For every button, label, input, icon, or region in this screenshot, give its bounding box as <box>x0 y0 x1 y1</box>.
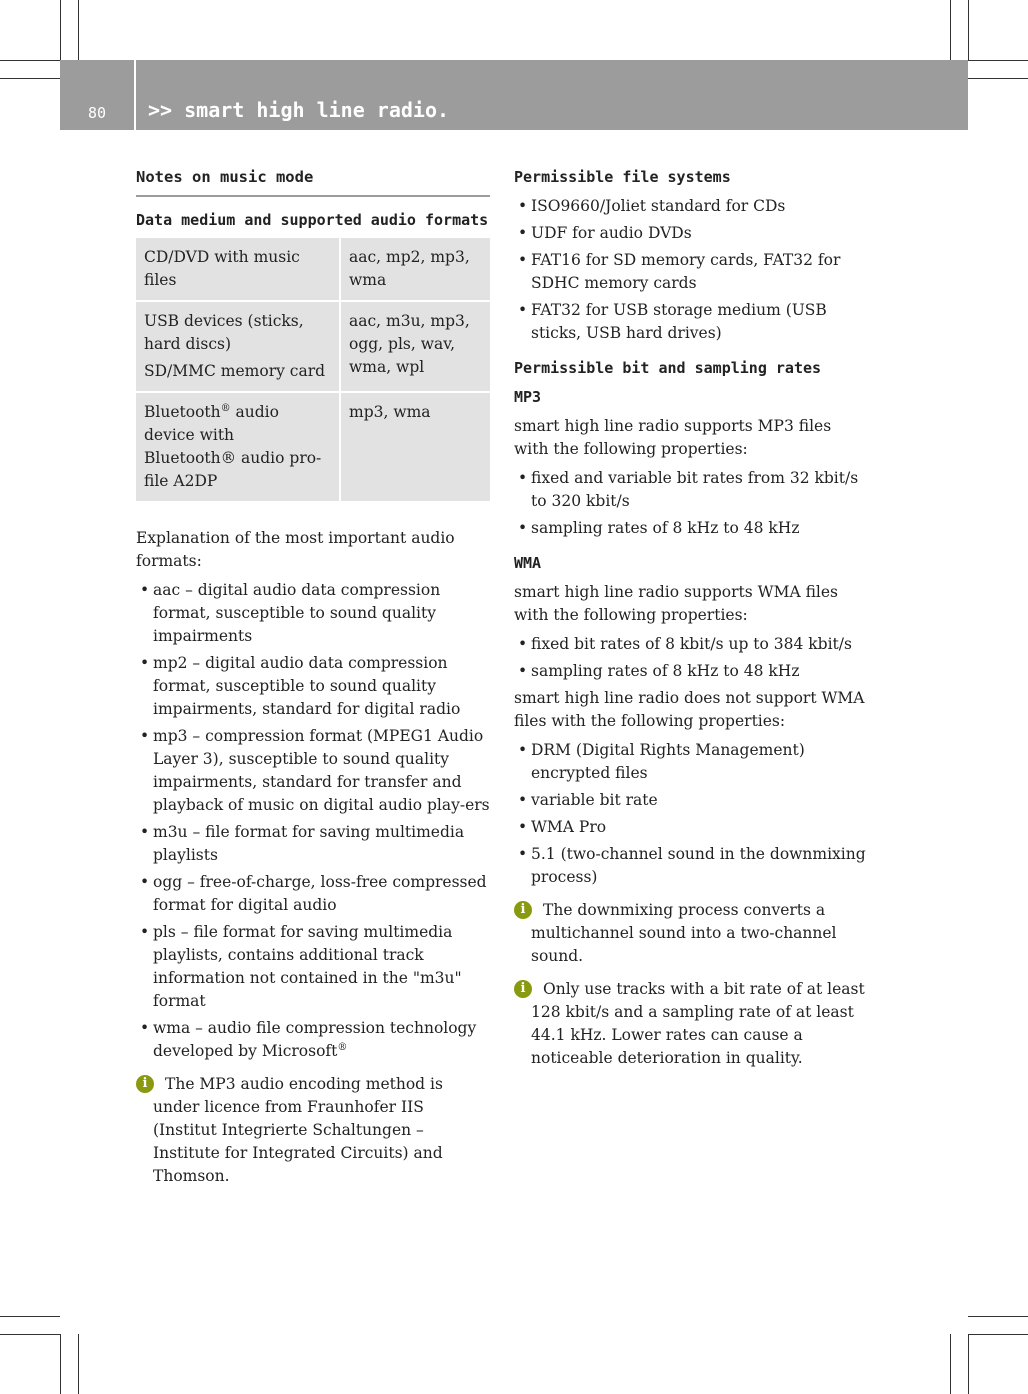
list-item: • sampling rates of 8 kHz to 48 kHz <box>514 660 870 683</box>
format-list <box>136 579 490 1063</box>
crop-mark <box>968 1316 1028 1317</box>
table-cell-formats: mp3, wma <box>340 392 490 502</box>
list-item: • pls – file format for saving multimedia playlists, contains additional track information not contained in the "m3u" format <box>136 921 490 1013</box>
crop-mark <box>78 0 79 60</box>
crop-mark <box>0 60 60 61</box>
list-item: • ogg – free-of-charge, loss-free compressed format for digital audio <box>136 871 490 917</box>
file-systems-heading: Permissible file systems <box>514 168 731 186</box>
crop-mark <box>968 1334 1028 1335</box>
page-number: 80 <box>88 104 107 122</box>
table-cell-formats: aac, mp2, mp3, wma <box>340 238 490 301</box>
mp3-list <box>514 467 870 540</box>
crop-mark <box>968 0 969 60</box>
chapter-title: >> smart high line radio. <box>148 98 450 122</box>
crop-mark <box>968 60 1028 61</box>
header-separator <box>134 60 136 130</box>
list-item: • FAT16 for SD memory cards, FAT32 for SDHC memory cards <box>514 249 870 295</box>
formats-intro: Explanation of the most important audio formats: <box>136 529 455 570</box>
list-item: • ISO9660/Joliet standard for CDs <box>514 195 870 218</box>
crop-mark <box>60 1334 61 1394</box>
wma-not-intro: smart high line radio does not support WMA files with the following properties: <box>514 689 865 730</box>
crop-mark <box>0 78 60 79</box>
list-item: • sampling rates of 8 kHz to 48 kHz <box>514 517 870 540</box>
left-column <box>136 166 490 1188</box>
list-item: • variable bit rate <box>514 789 870 812</box>
file-systems-list <box>514 195 870 345</box>
table-row <box>136 392 490 502</box>
mp3-intro: smart high line radio supports MP3 files with the following properties: <box>514 417 832 458</box>
mp3-heading: MP3 <box>514 388 542 406</box>
right-column <box>514 166 870 1070</box>
list-item: • UDF for audio DVDs <box>514 222 870 245</box>
list-item: • DRM (Digital Rights Management) encrypted files <box>514 739 870 785</box>
wma-not-list <box>514 739 870 889</box>
info-icon: i <box>514 980 532 998</box>
table-cell-device: CD/DVD with music files <box>136 238 340 301</box>
wma-heading: WMA <box>514 554 542 572</box>
list-item: • FAT32 for USB storage medium (USB sticks, USB hard drives) <box>514 299 870 345</box>
formats-table <box>136 238 490 503</box>
info-icon: i <box>136 1075 154 1093</box>
list-item: • mp2 – digital audio data compression format, susceptible to sound quality impairments, standard for digital radio <box>136 652 490 721</box>
list-item: • WMA Pro <box>514 816 870 839</box>
table-row <box>136 301 490 392</box>
crop-mark <box>968 1334 969 1394</box>
info-note: i Only use tracks with a bit rate of at least 128 kbit/s and a sampling rate of at least 44.1 kHz. Lower rates can cause a noticeable deterioration in quality. <box>514 978 870 1070</box>
list-item: • m3u – file format for saving multimedia playlists <box>136 821 490 867</box>
list-item: • mp3 – compression format (MPEG1 Audio Layer 3), susceptible to sound quality impairments, standard for transfer and playback of music on digital audio play-ers <box>136 725 490 817</box>
list-item: • aac – digital audio data compression format, susceptible to sound quality impairments <box>136 579 490 648</box>
crop-mark <box>0 1334 60 1335</box>
list-item: • wma – audio file compression technology developed by Microsoft® <box>136 1017 490 1063</box>
list-item: • fixed bit rates of 8 kbit/s up to 384 kbit/s <box>514 633 870 656</box>
table-heading: Data medium and supported audio formats <box>136 211 489 229</box>
wma-intro: smart high line radio supports WMA files with the following properties: <box>514 583 838 624</box>
crop-mark <box>0 1316 60 1317</box>
table-cell-device: Bluetooth® audio device with Bluetooth® audio pro-file A2DP <box>136 392 340 502</box>
crop-mark <box>78 1334 79 1394</box>
crop-mark <box>950 0 951 60</box>
table-cell-device: USB devices (sticks, hard discs) SD/MMC memory card <box>136 301 340 392</box>
section-heading: Notes on music mode <box>136 166 490 197</box>
wma-list <box>514 633 870 683</box>
table-row <box>136 238 490 301</box>
crop-mark <box>950 1334 951 1394</box>
crop-mark <box>968 78 1028 79</box>
rates-heading: Permissible bit and sampling rates <box>514 359 822 377</box>
info-note: i The MP3 audio encoding method is under licence from Fraunhofer IIS (Institut Integrierte Schaltungen – Institute for Integrated Circuits) and Thomson. <box>136 1073 490 1188</box>
info-icon: i <box>514 901 532 919</box>
table-cell-formats: aac, m3u, mp3, ogg, pls, wav, wma, wpl <box>340 301 490 392</box>
crop-mark <box>60 0 61 60</box>
list-item: • 5.1 (two-channel sound in the downmixing process) <box>514 843 870 889</box>
info-note: i The downmixing process converts a multichannel sound into a two-channel sound. <box>514 899 870 968</box>
list-item: • fixed and variable bit rates from 32 kbit/s to 320 kbit/s <box>514 467 870 513</box>
